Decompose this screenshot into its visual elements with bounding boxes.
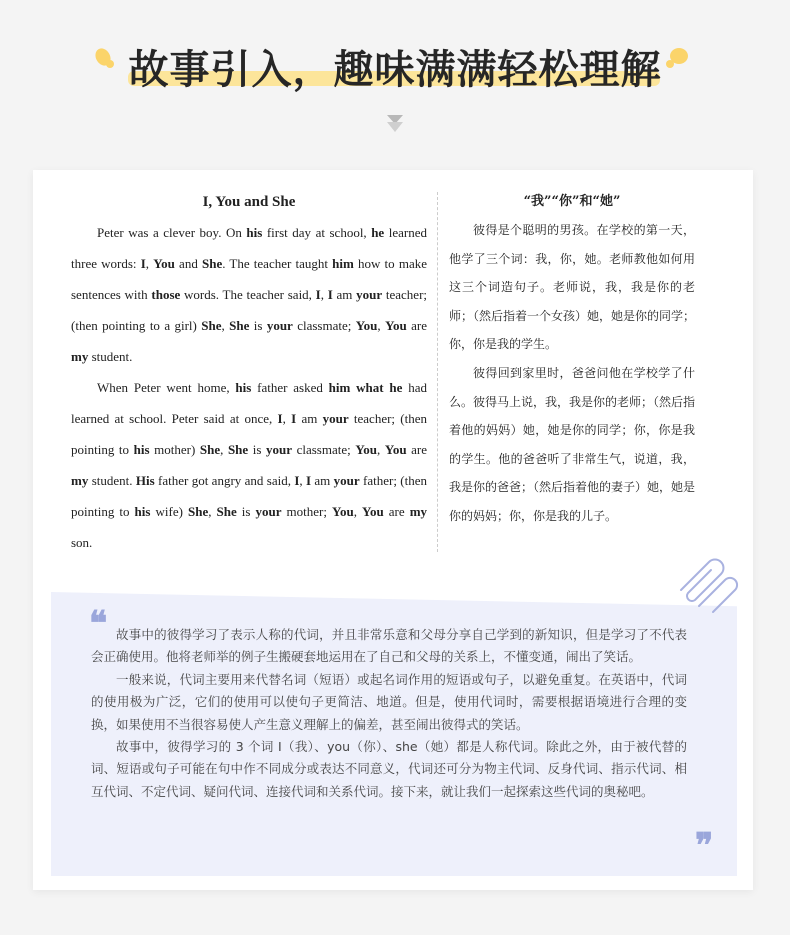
text-run: , bbox=[282, 411, 292, 426]
text-run: how to make sentences with bbox=[71, 256, 427, 302]
pronoun-highlight: You bbox=[385, 318, 407, 333]
pronoun-highlight: You bbox=[355, 318, 378, 333]
pronoun-highlight: my bbox=[409, 504, 428, 519]
pronoun-highlight: I bbox=[291, 411, 297, 426]
text-run: is bbox=[236, 504, 256, 519]
text-run: father asked bbox=[251, 380, 329, 395]
text-run: , bbox=[299, 473, 306, 488]
pronoun-highlight: I bbox=[140, 256, 146, 271]
pronoun-highlight: His bbox=[135, 473, 155, 488]
text-run: is bbox=[248, 442, 267, 457]
note-paragraph: 故事中的彼得学习了表示人称的代词，并且非常乐意和父母分享自己学到的新知识，但是学习了不代表会正确使用。他将老师举的例子生搬硬套地运用在了自己和父母的关系上，不懂变通，闹出了笑话。 bbox=[91, 627, 687, 665]
chinese-story-title: “我”“你”和“她” bbox=[523, 194, 621, 209]
english-story bbox=[71, 190, 427, 558]
pronoun-highlight: She bbox=[202, 256, 223, 271]
pronoun-highlight: I bbox=[305, 473, 312, 488]
text-run: father got angry and said, bbox=[154, 473, 295, 488]
text-run: teacher; (then pointing to bbox=[71, 411, 428, 457]
note-text bbox=[91, 624, 687, 803]
text-run: student. bbox=[88, 349, 133, 364]
english-paragraph bbox=[71, 372, 427, 558]
text-run: and bbox=[174, 256, 202, 271]
text-run: . The teacher taught bbox=[222, 256, 333, 271]
page-header bbox=[0, 36, 790, 96]
text-run: are bbox=[383, 504, 410, 519]
text-run: mother; bbox=[281, 504, 333, 519]
column-divider bbox=[437, 192, 438, 552]
text-run: mother) bbox=[149, 442, 200, 457]
text-run: first day at school, bbox=[262, 225, 372, 240]
text-run: Peter was a clever boy. On bbox=[97, 225, 247, 240]
page-title: 故事引入，趣味满满轻松理解 bbox=[128, 47, 662, 93]
pronoun-highlight: he bbox=[371, 225, 385, 240]
pronoun-highlight: my bbox=[71, 473, 89, 488]
text-run: classmate; bbox=[292, 442, 356, 457]
quote-open-icon: ❝ bbox=[89, 604, 108, 644]
text-run: classmate; bbox=[292, 318, 356, 333]
pronoun-highlight: him bbox=[332, 256, 354, 271]
pronoun-highlight: She bbox=[201, 318, 222, 333]
pronoun-highlight: You bbox=[384, 442, 407, 457]
pronoun-highlight: I bbox=[294, 473, 300, 488]
text-run: are bbox=[406, 318, 428, 333]
pronoun-highlight: my bbox=[71, 349, 89, 364]
pronoun-highlight: You bbox=[153, 256, 175, 271]
text-run: , bbox=[220, 442, 228, 457]
paperclip-icon bbox=[675, 550, 741, 618]
pronoun-highlight: You bbox=[362, 504, 384, 519]
text-run: , bbox=[320, 287, 328, 302]
pronoun-highlight: I bbox=[277, 411, 283, 426]
pronoun-highlight: what bbox=[356, 380, 384, 395]
pronoun-highlight: his bbox=[246, 225, 263, 240]
pronoun-highlight: I bbox=[327, 287, 333, 302]
text-run: , bbox=[208, 504, 217, 519]
triangle-down-icon bbox=[386, 114, 404, 138]
pronoun-highlight: She bbox=[229, 318, 250, 333]
pronoun-highlight: your bbox=[266, 442, 293, 457]
chinese-paragraph: 彼得回到家里时，爸爸问他在学校学了什么。彼得马上说，我，我是你的老师；（然后指着他的妈妈）她，她是你的同学；你，你是我的学生。他的爸爸听了非常生气，说道，我，我是你的爸爸；（然后指着他的妻子）她，她是你的妈妈；你，你是我的儿子。 bbox=[449, 365, 696, 523]
text-run: , bbox=[221, 318, 230, 333]
pronoun-highlight: those bbox=[151, 287, 181, 302]
text-run: am bbox=[311, 473, 334, 488]
pronoun-highlight: his bbox=[235, 380, 252, 395]
pronoun-highlight: your bbox=[356, 287, 383, 302]
text-run: , bbox=[353, 504, 363, 519]
text-run: had learned at school. Peter said at once, bbox=[71, 380, 427, 426]
pronoun-highlight: your bbox=[266, 318, 293, 333]
pronoun-highlight: She bbox=[199, 442, 221, 457]
pronoun-highlight: his bbox=[134, 504, 151, 519]
text-run: When Peter went home, bbox=[97, 380, 236, 395]
text-run: , bbox=[377, 442, 385, 457]
english-story-title: I, You and She bbox=[202, 194, 296, 210]
pronoun-highlight: I bbox=[315, 287, 321, 302]
note-paragraph: 故事中，彼得学习的 3 个词 I（我）、you（你）、she（她）都是人称代词。除此之外，由于被代替的词、短语或句子可能在句中作不同成分或表达不同意义，代词还可分为物主代词、反身代词、指示代词、相互代词、不定代词、疑问代词、连接代词和关系代词。接下来，就让我们一起探索这些代词的奥秘吧。 bbox=[91, 739, 687, 799]
pronoun-highlight: him bbox=[328, 380, 351, 395]
text-run: , bbox=[377, 318, 386, 333]
pronoun-highlight: You bbox=[332, 504, 354, 519]
pronoun-highlight: She bbox=[216, 504, 237, 519]
text-run: father; (then pointing to bbox=[71, 473, 428, 519]
text-run: student. bbox=[88, 473, 136, 488]
pronoun-highlight: She bbox=[187, 504, 209, 519]
pronoun-highlight: You bbox=[355, 442, 378, 457]
text-run: is bbox=[249, 318, 267, 333]
pronoun-highlight: he bbox=[389, 380, 403, 395]
quote-close-icon: ❞ bbox=[695, 826, 714, 866]
english-story-body bbox=[71, 217, 427, 558]
text-run: words. The teacher said, bbox=[180, 287, 316, 302]
text-run: am bbox=[296, 411, 323, 426]
english-paragraph bbox=[71, 217, 427, 372]
text-run: am bbox=[332, 287, 357, 302]
text-run: teacher; (then pointing to a girl) bbox=[71, 287, 428, 333]
pronoun-highlight: She bbox=[227, 442, 249, 457]
pronoun-highlight: your bbox=[255, 504, 282, 519]
text-run: learned three words: bbox=[71, 225, 427, 271]
pronoun-highlight: his bbox=[133, 442, 150, 457]
pronoun-highlight: your bbox=[333, 473, 360, 488]
story-card bbox=[33, 170, 753, 890]
text-run: , bbox=[145, 256, 154, 271]
text-run: wife) bbox=[150, 504, 188, 519]
chinese-paragraph: 彼得是个聪明的男孩。在学校的第一天，他学了三个词：我，你，她。老师教他如何用这三个词造句子。老师说，我，我是你的老师；（然后指着一个女孩）她，她是你的同学；你，你是我的学生。 bbox=[449, 223, 696, 352]
pronoun-highlight: your bbox=[322, 411, 349, 426]
note-paragraph: 一般来说，代词主要用来代替名词（短语）或起名词作用的短语或句子，以避免重复。在英语中，代词的使用极为广泛，它们的使用可以使句子更简洁、地道。但是，使用代词时，需要根据语境进行合理的变换，如果使用不当很容易使人产生意义理解上的偏差，甚至闹出彼得式的笑话。 bbox=[91, 671, 687, 732]
text-run: son. bbox=[71, 535, 93, 550]
text-run: are bbox=[406, 442, 428, 457]
chinese-story bbox=[449, 190, 695, 531]
